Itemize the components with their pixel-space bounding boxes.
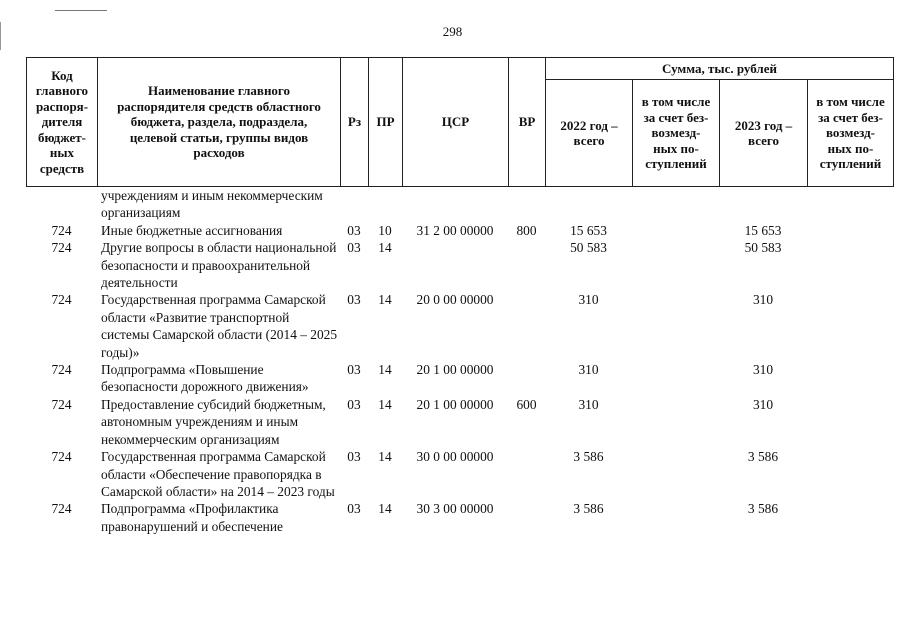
cell-rz	[340, 187, 368, 222]
cell-kod: 724	[51, 222, 72, 238]
cell-rz: 03	[347, 449, 361, 465]
cell-name: Государственная программа Самарской области «Развитие транспортной системы Самарской области (2014 – 2025 годы)»	[101, 292, 338, 360]
cell-2023-total: 310	[752, 292, 774, 308]
cell-2023-total	[719, 187, 807, 222]
cell-name: Государственная программа Самарской области «Обеспечение правопорядка в Самарской области» на 2014 – 2023 годы	[101, 449, 335, 499]
table-row	[26, 361, 893, 396]
cell-rz: 03	[347, 501, 361, 517]
cell-vr: 800	[516, 222, 537, 238]
header-rz: Рз	[341, 58, 369, 187]
cell-2022-total: 310	[578, 362, 599, 378]
cell-2023-free	[807, 361, 893, 396]
cell-2022-free	[632, 500, 719, 535]
cell-2022-free	[632, 396, 719, 448]
cell-2023-free	[807, 222, 893, 239]
cell-2022-free	[632, 291, 719, 361]
cell-2023-total: 3 586	[747, 449, 779, 465]
cell-2022-total: 310	[578, 396, 599, 412]
cell-2023-total: 50 583	[744, 240, 782, 256]
cell-rz: 03	[347, 222, 361, 238]
table-row	[26, 448, 893, 500]
cell-name: Подпрограмма «Профилактика правонарушений и обеспечение	[101, 501, 283, 534]
cell-kod: 724	[51, 501, 72, 517]
cell-2023-free	[807, 239, 893, 291]
cell-rz: 03	[347, 292, 361, 308]
cell-2022-free	[632, 222, 719, 239]
cell-2023-free	[807, 187, 893, 222]
table-row	[26, 239, 893, 291]
table-row	[26, 396, 893, 448]
table-body	[26, 187, 893, 535]
cell-csr	[402, 187, 508, 222]
cell-vr	[508, 500, 545, 535]
cell-pr: 14	[378, 501, 392, 517]
cell-pr: 14	[378, 449, 392, 465]
table-header	[26, 57, 894, 187]
cell-csr: 30 3 00 00000	[416, 501, 494, 517]
header-pr: ПР	[369, 58, 403, 187]
cell-2023-total: 15 653	[744, 222, 782, 238]
cell-pr: 10	[378, 222, 392, 238]
cell-2022-total: 310	[578, 292, 599, 308]
cell-kod: 724	[51, 240, 72, 256]
cell-vr	[508, 239, 545, 291]
table-row	[26, 500, 893, 535]
cell-2022-free	[632, 239, 719, 291]
table-row	[26, 291, 893, 361]
table-row	[26, 222, 893, 239]
cell-csr: 20 1 00 00000	[416, 396, 494, 412]
cell-name: учреждениям и иным некоммерческим организациям	[101, 188, 323, 221]
cell-2023-free	[807, 448, 893, 500]
header-kod: Код главного распоря-дителя бюджет-ных средств	[27, 58, 98, 187]
header-2022-free: в том числе за счет без-возмезд-ных по-ступлений	[633, 80, 720, 187]
cell-2022-free	[632, 187, 719, 222]
cell-2022-total: 3 586	[573, 449, 604, 465]
cell-pr: 14	[378, 292, 392, 308]
cell-csr	[402, 239, 508, 291]
header-2022-total: 2022 год – всего	[546, 80, 633, 187]
cell-vr	[508, 187, 545, 222]
cell-name: Подпрограмма «Повышение безопасности дорожного движения»	[101, 362, 309, 395]
cell-2023-total: 310	[752, 362, 774, 378]
cell-2022-total: 50 583	[570, 240, 607, 256]
header-2023-free: в том числе за счет без-возмезд-ных по-ступлений	[808, 80, 894, 187]
cell-2023-total: 310	[752, 396, 774, 412]
cell-kod: 724	[51, 449, 72, 465]
cell-csr: 20 0 00 00000	[416, 292, 494, 308]
cell-kod: 724	[51, 292, 72, 308]
cell-rz: 03	[347, 362, 361, 378]
cell-2023-free	[807, 291, 893, 361]
header-name: Наименование главного распорядителя средств областного бюджета, раздела, подраздела, целевой статьи, группы видов расходов	[98, 58, 341, 187]
header-sum-title: Сумма, тыс. рублей	[546, 58, 894, 80]
cell-vr	[508, 448, 545, 500]
cell-csr: 20 1 00 00000	[416, 362, 494, 378]
cell-rz: 03	[347, 240, 361, 256]
cell-2022-free	[632, 448, 719, 500]
cell-pr: 14	[378, 362, 392, 378]
header-vr: ВР	[509, 58, 546, 187]
cell-kod: 724	[51, 362, 72, 378]
cell-name: Иные бюджетные ассигнования	[101, 222, 283, 238]
cell-pr	[368, 187, 402, 222]
cell-2022-total: 15 653	[570, 222, 607, 238]
cell-vr	[508, 291, 545, 361]
cell-2023-total: 3 586	[747, 501, 779, 517]
page-number: 298	[442, 24, 463, 39]
cell-2023-free	[807, 500, 893, 535]
cell-2022-free	[632, 361, 719, 396]
cell-2022-total	[545, 187, 632, 222]
cell-2022-total: 3 586	[573, 501, 604, 517]
cell-rz: 03	[347, 396, 361, 412]
cell-vr: 600	[516, 396, 537, 412]
cell-vr	[508, 361, 545, 396]
cell-2023-free	[807, 396, 893, 448]
cell-csr: 30 0 00 00000	[416, 449, 494, 465]
cell-pr: 14	[378, 396, 392, 412]
scan-artifact	[55, 10, 107, 11]
cell-name: Другие вопросы в области национальной безопасности и правоохранительной деятельности	[101, 240, 337, 291]
cell-pr: 14	[378, 240, 392, 256]
cell-csr: 31 2 00 00000	[416, 222, 494, 238]
cell-kod	[26, 187, 97, 222]
cell-name: Предоставление субсидий бюджетным, автономным учреждениям и иным некоммерческим организациям	[101, 396, 326, 447]
header-csr: ЦСР	[403, 58, 509, 187]
header-2023-total: 2023 год – всего	[720, 80, 808, 187]
table-row	[26, 187, 893, 222]
cell-kod: 724	[51, 396, 72, 412]
